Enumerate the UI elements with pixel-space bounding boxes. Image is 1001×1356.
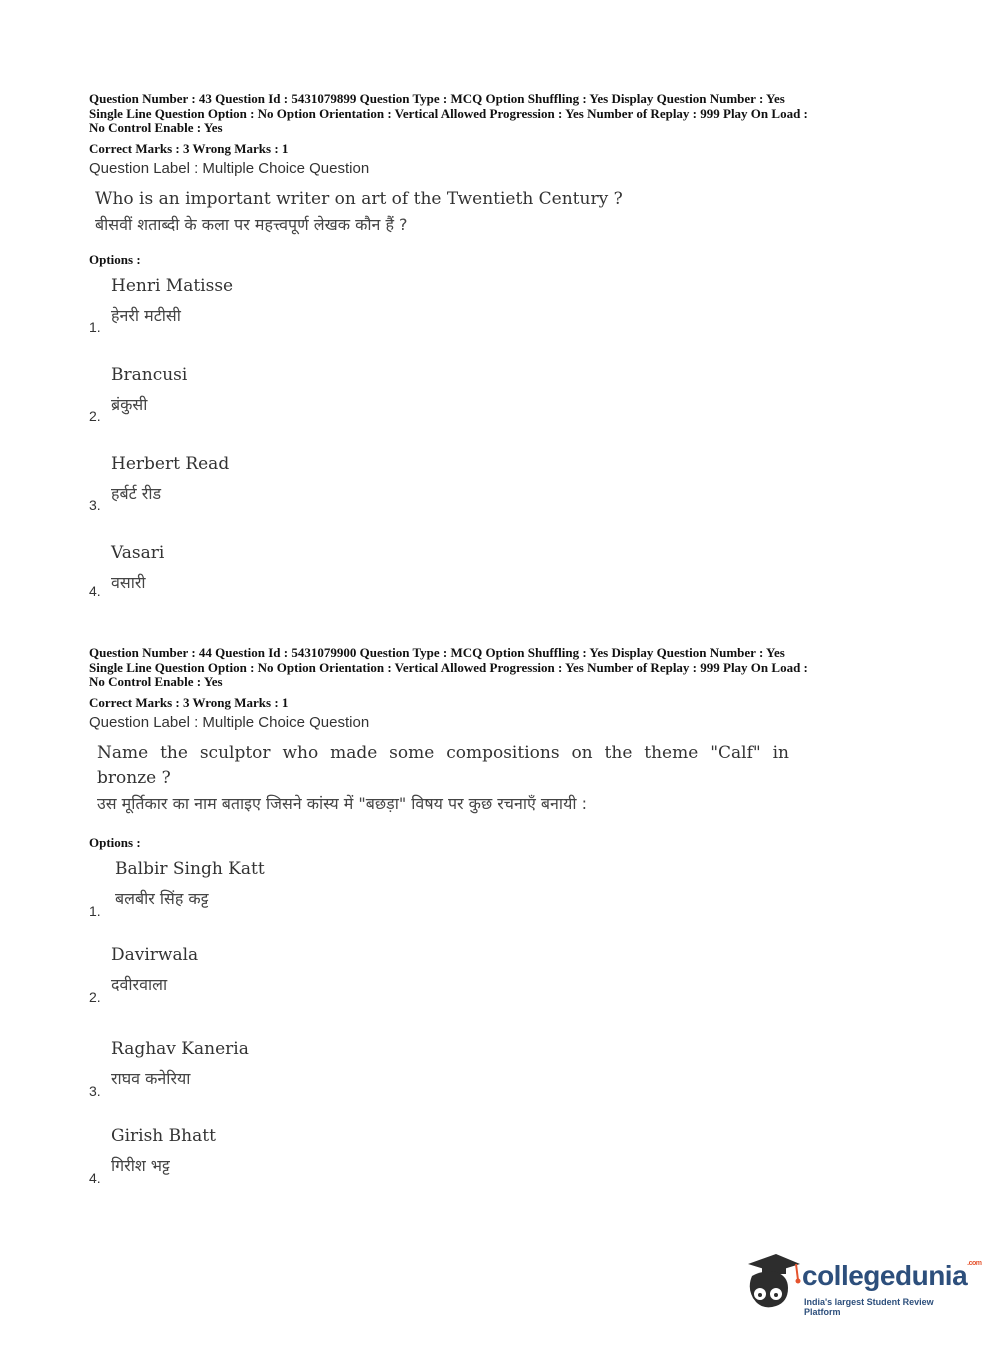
option-number: 2. — [89, 407, 101, 424]
question-text — [95, 187, 919, 238]
option-text-en: Henri Matisse — [111, 275, 234, 296]
question-text-hi: बीसवीं शताब्दी के कला पर महत्त्वपूर्ण लेखक कौन हैं ? — [95, 214, 408, 234]
question-43 — [89, 91, 919, 599]
logo-wordmark — [802, 1260, 982, 1292]
marks-line: Correct Marks : 3 Wrong Marks : 1 — [89, 694, 289, 710]
option-item[interactable] — [89, 454, 919, 543]
question-meta — [89, 646, 919, 690]
meta-line: Single Line Question Option : No Option Orientation : Vertical Allowed Progression : Yes Number of Replay : 999 Play On Load : — [89, 105, 808, 121]
question-label: Question Label : Multiple Choice Question — [89, 713, 370, 731]
option-text-en: Herbert Read — [111, 453, 230, 474]
question-text-en: Who is an important writer on art of the Twentieth Century ? — [95, 188, 623, 209]
option-text-en: Balbir Singh Katt — [115, 858, 265, 879]
options-label: Options : — [89, 834, 141, 850]
question-text-hi: उस मूर्तिकार का नाम बताइए जिसने कांस्य में "बछड़ा" विषय पर कुछ रचनाएँ बनायी : — [97, 793, 587, 813]
marks-line: Correct Marks : 3 Wrong Marks : 1 — [89, 140, 289, 156]
option-text-en: Brancusi — [111, 364, 188, 385]
option-text-en: Davirwala — [111, 944, 199, 965]
option-text-en: Girish Bhatt — [111, 1125, 216, 1146]
options-list — [89, 275, 919, 599]
question-text-en-cont: bronze ? — [97, 767, 171, 788]
option-number: 3. — [89, 496, 101, 513]
option-item[interactable] — [89, 1125, 919, 1186]
option-text-hi: बलबीर सिंह कट्ट — [115, 888, 209, 908]
option-item[interactable] — [89, 1039, 919, 1126]
meta-line: Single Line Question Option : No Option Orientation : Vertical Allowed Progression : Yes Number of Replay : 999 Play On Load : — [89, 659, 808, 675]
logo-suffix: .com — [967, 1260, 982, 1267]
option-item[interactable] — [89, 365, 919, 454]
question-label: Question Label : Multiple Choice Question — [89, 159, 370, 177]
question-text — [97, 741, 919, 817]
option-item[interactable] — [89, 859, 919, 945]
option-item[interactable] — [89, 945, 919, 1039]
question-text-en: Name the sculptor who made some compositions on the theme "Calf" in — [97, 742, 789, 763]
option-number: 2. — [89, 988, 101, 1005]
collegedunia-logo — [742, 1250, 982, 1317]
option-text-en: Vasari — [111, 542, 165, 563]
meta-line: Question Number : 43 Question Id : 5431079899 Question Type : MCQ Option Shuffling : Yes Display Question Number : Yes — [89, 91, 785, 106]
options-label: Options : — [89, 251, 141, 267]
option-text-hi: वसारी — [111, 572, 146, 592]
options-list — [89, 858, 919, 1186]
option-number: 1. — [89, 902, 101, 919]
option-item[interactable] — [89, 542, 919, 599]
option-text-hi: हेनरी मटीसी — [111, 305, 181, 325]
option-text-hi: गिरीश भट्ट — [111, 1155, 170, 1175]
mascot-icon — [742, 1250, 804, 1316]
option-number: 3. — [89, 1082, 101, 1099]
question-44 — [89, 645, 919, 1186]
question-meta — [89, 92, 919, 136]
logo-tagline: India's largest Student Review Platform — [804, 1297, 934, 1317]
logo-name: collegedunia — [802, 1260, 968, 1291]
option-text-hi: ब्रंकुसी — [111, 394, 148, 414]
option-number: 1. — [89, 318, 101, 335]
option-item[interactable] — [89, 276, 919, 365]
option-text-hi: राघव कनेरिया — [111, 1068, 191, 1088]
option-text-en: Raghav Kaneria — [111, 1038, 249, 1059]
meta-line: Question Number : 44 Question Id : 5431079900 Question Type : MCQ Option Shuffling : Yes Display Question Number : Yes — [89, 645, 785, 660]
meta-line: No Control Enable : Yes — [89, 674, 223, 689]
option-text-hi: दवीरवाला — [111, 974, 168, 994]
option-text-hi: हर्बर्ट रीड — [111, 483, 162, 503]
meta-line: No Control Enable : Yes — [89, 120, 223, 135]
option-number: 4. — [89, 1169, 101, 1186]
option-number: 4. — [89, 582, 101, 599]
